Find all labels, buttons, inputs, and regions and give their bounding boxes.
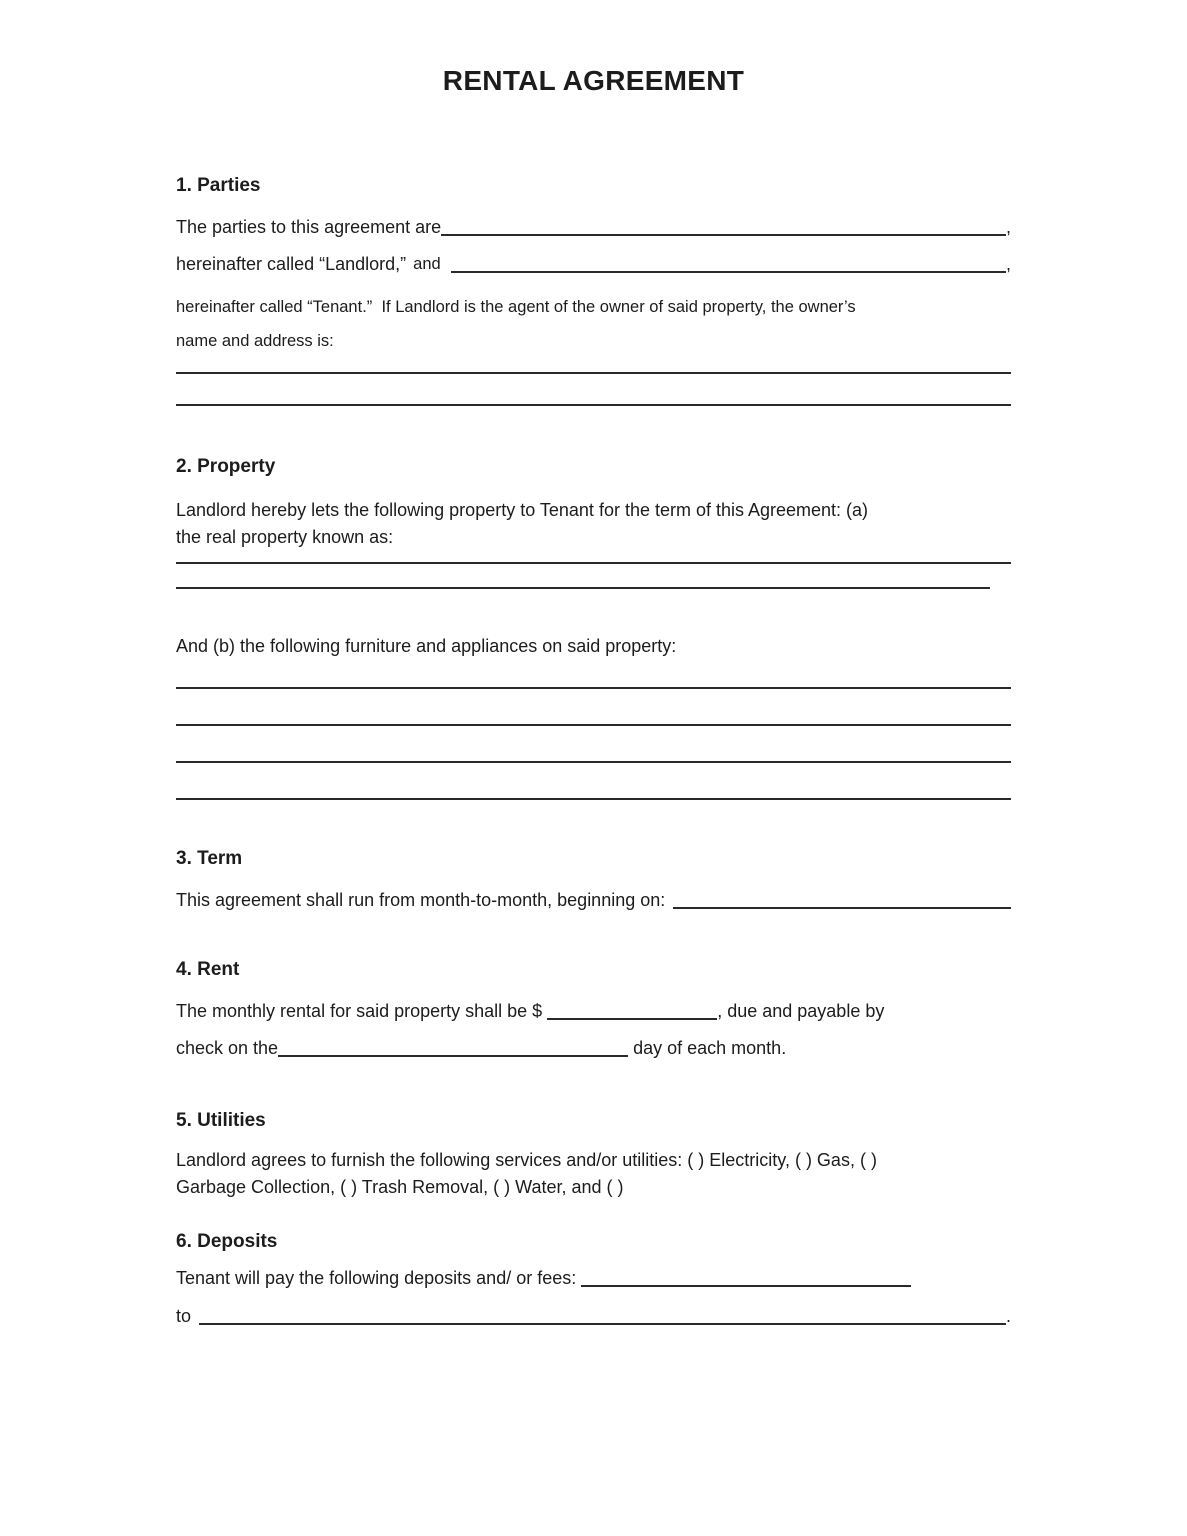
owner-name-address-field-line-2: [176, 404, 1011, 406]
utilities-paragraph: [176, 1147, 1011, 1201]
parties-line-2: [176, 253, 1011, 276]
deposits-line2-period: .: [1005, 1306, 1011, 1326]
parties-paragraph-line-2: name and address is:: [176, 332, 334, 350]
rent-line1-prefix: The monthly rental for said property shall be $: [176, 1001, 543, 1021]
deposits-line2-prefix: to: [176, 1306, 192, 1326]
deposits-line1-prefix: Tenant will pay the following deposits and/ or fees:: [176, 1268, 577, 1288]
deposits-heading: 6. Deposits: [176, 1231, 278, 1252]
rent-line2-suffix: day of each month.: [633, 1038, 787, 1058]
term-line: [176, 889, 1011, 912]
term-start-date-field: [673, 907, 1011, 909]
furniture-appliances-field-line-4: [176, 798, 1011, 800]
tenant-name-field: [451, 271, 1006, 273]
parties-line2-and: and: [413, 255, 441, 273]
utilities-paragraph-line-2: Garbage Collection, ( ) Trash Removal, ( ) Water, and ( ): [176, 1177, 624, 1197]
parties-line1-comma: ,: [1005, 217, 1011, 237]
parties-paragraph-line-1: hereinafter called “Tenant.” If Landlord is the agent of the owner of said property, the owner’s: [176, 298, 856, 316]
furniture-appliances-field-line-1: [176, 687, 1011, 689]
rent-line-1: [176, 1000, 1011, 1023]
owner-name-address-field-line-1: [176, 372, 1011, 374]
property-address-field-line-1: [176, 562, 1011, 564]
document-title: RENTAL AGREEMENT: [442, 65, 745, 96]
rent-due-day-field: [278, 1055, 628, 1057]
rent-heading: 4. Rent: [176, 959, 240, 980]
term-heading: 3. Term: [176, 848, 243, 869]
property-intro-paragraph: [176, 497, 1011, 551]
rent-line1-suffix: , due and payable by: [717, 1001, 885, 1021]
parties-paragraph: [176, 290, 1011, 358]
parties-line1-text: The parties to this agreement are: [176, 217, 442, 237]
furniture-intro-paragraph: And (b) the following furniture and appliances on said property:: [176, 636, 677, 656]
parties-line-1: [176, 216, 1011, 239]
deposits-line-2: [176, 1305, 1011, 1328]
parties-heading: 1. Parties: [176, 175, 261, 196]
deposits-line-1: [176, 1267, 1011, 1290]
property-intro-line-2: the real property known as:: [176, 527, 394, 547]
furniture-appliances-field-line-3: [176, 761, 1011, 763]
property-address-field-line-2: [176, 587, 990, 589]
utilities-paragraph-line-1: Landlord agrees to furnish the following services and/or utilities: ( ) Electricity, ( ) Gas, ( ): [176, 1150, 877, 1170]
rent-line2-prefix: check on the: [176, 1038, 279, 1058]
furniture-appliances-field-line-2: [176, 724, 1011, 726]
deposit-fees-field: [581, 1285, 911, 1287]
utilities-heading: 5. Utilities: [176, 1110, 266, 1131]
deposit-paid-to-field: [199, 1323, 1006, 1325]
monthly-rent-amount-field: [547, 1018, 717, 1020]
parties-line2-text: hereinafter called “Landlord,”: [176, 254, 407, 274]
term-line-text: This agreement shall run from month-to-month, beginning on:: [176, 890, 666, 910]
property-heading: 2. Property: [176, 456, 276, 477]
landlord-name-field: [441, 234, 1006, 236]
parties-line2-comma: ,: [1005, 254, 1011, 274]
property-intro-line-1: Landlord hereby lets the following property to Tenant for the term of this Agreement: (a): [176, 500, 869, 520]
rent-line-2: [176, 1037, 1011, 1060]
